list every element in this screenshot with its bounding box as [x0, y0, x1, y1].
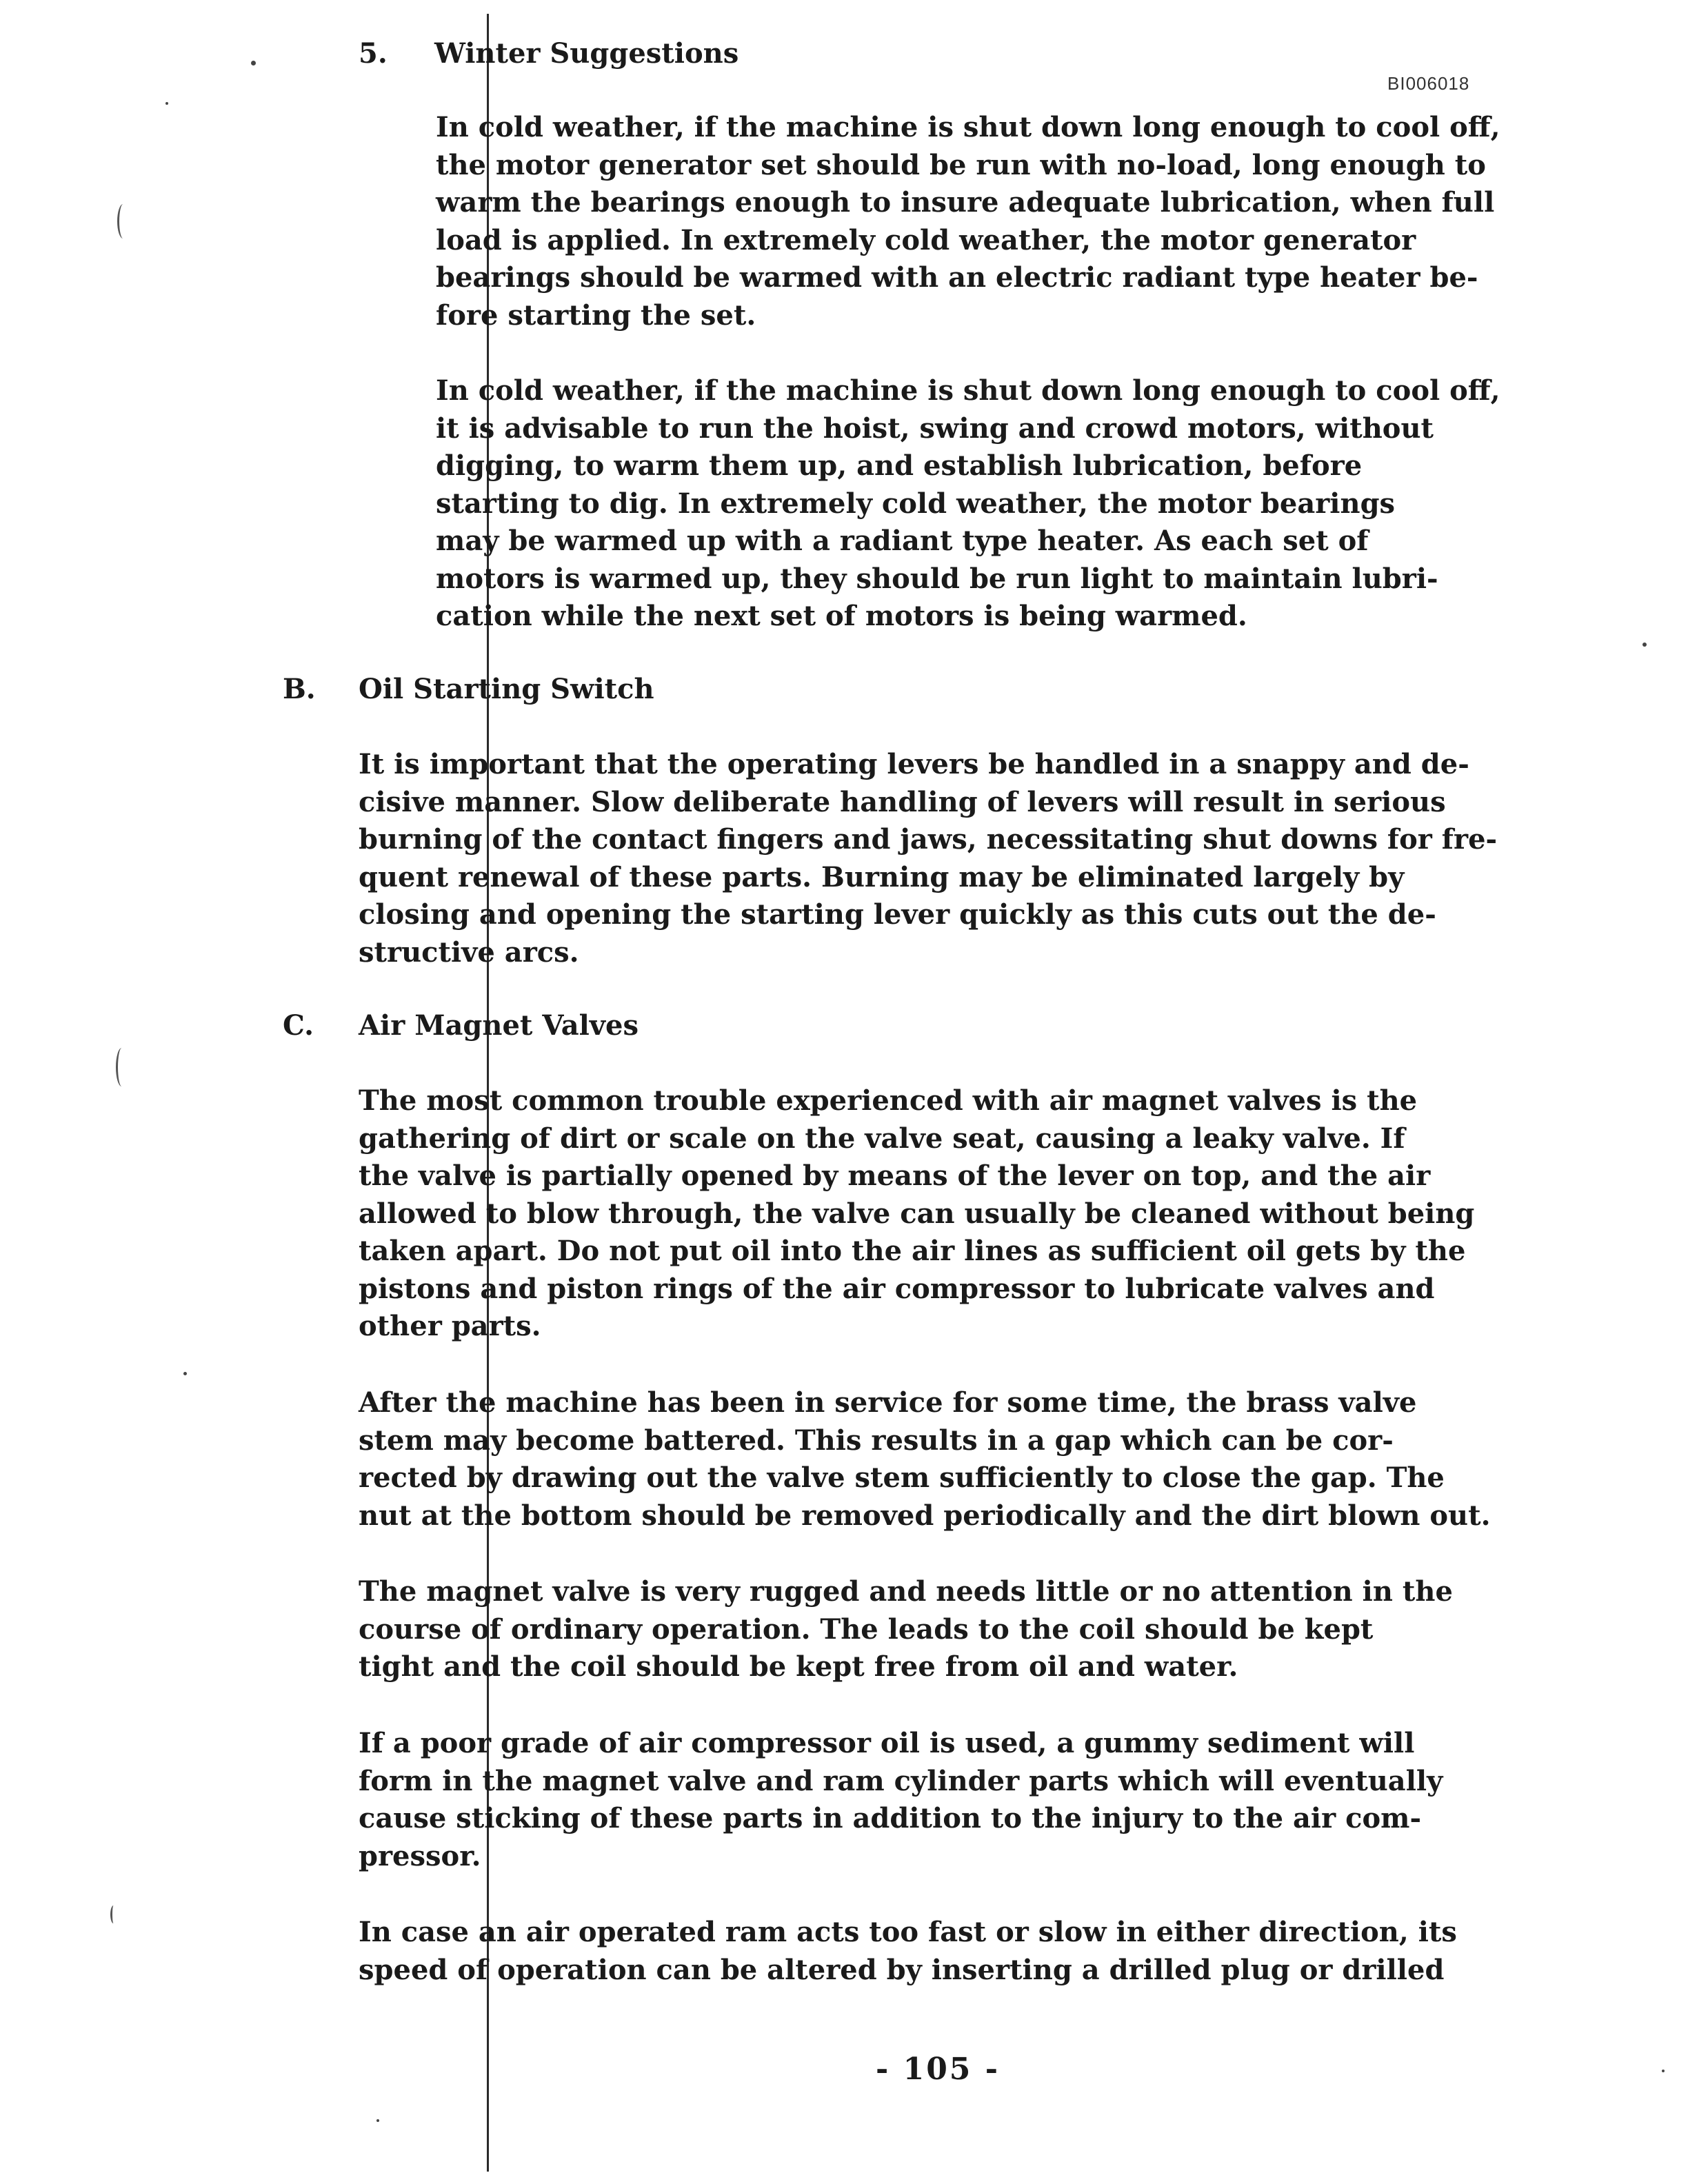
paragraph — [436, 109, 1500, 334]
text-line: stem may become battered. This results in a gap which can be cor- — [359, 1424, 1394, 1457]
text-line: In case an air operated ram acts too fast or slow in either direction, its — [359, 1916, 1457, 1948]
text-line: In cold weather, if the machine is shut down long enough to cool off, — [436, 111, 1500, 143]
page-number: - 105 - — [876, 2052, 1001, 2087]
document-id: BI006018 — [1387, 73, 1470, 94]
text-line: cisive manner. Slow deliberate handling of levers will result in serious — [359, 785, 1446, 818]
text-line: speed of operation can be altered by inserting a drilled plug or drilled — [359, 1953, 1445, 1986]
text-line: digging, to warm them up, and establish lubrication, before — [436, 449, 1363, 482]
text-line: tight and the coil should be kept free from oil and water. — [359, 1650, 1238, 1683]
text-line: motors is warmed up, they should be run light to maintain lubri- — [436, 562, 1438, 595]
text-line: gathering of dirt or scale on the valve seat, causing a leaky valve. If — [359, 1122, 1405, 1155]
text-line: burning of the contact fingers and jaws, necessitating shut downs for fre- — [359, 823, 1498, 856]
paragraph — [359, 1725, 1443, 1875]
text-line: rected by drawing out the valve stem sufficiently to close the gap. The — [359, 1462, 1445, 1494]
scan-speck — [1642, 643, 1647, 647]
section-number: C. — [283, 1009, 314, 1042]
scan-speck — [376, 2119, 379, 2122]
text-line: the valve is partially opened by means of the lever on top, and the air — [359, 1160, 1431, 1192]
section-number: B. — [283, 673, 316, 705]
paragraph — [359, 1384, 1491, 1535]
margin-mark — [110, 1905, 117, 1923]
section-number: 5. — [359, 37, 388, 70]
text-line: structive arcs. — [359, 936, 579, 969]
paragraph — [359, 1573, 1453, 1686]
text-line: nut at the bottom should be removed periodically and the dirt blown out. — [359, 1499, 1491, 1532]
text-line: If a poor grade of air compressor oil is used, a gummy sediment will — [359, 1727, 1415, 1759]
section-b-heading — [283, 673, 654, 705]
text-line: load is applied. In extremely cold weather, the motor generator — [436, 223, 1416, 256]
paragraph — [436, 372, 1500, 636]
text-line: other parts. — [359, 1310, 541, 1342]
text-line: In cold weather, if the machine is shut down long enough to cool off, — [436, 374, 1500, 407]
paragraph — [359, 1082, 1474, 1346]
paragraph — [359, 1914, 1457, 1989]
scan-speck — [1662, 2070, 1665, 2072]
text-line: After the machine has been in service for some time, the brass valve — [359, 1386, 1417, 1419]
text-line: quent renewal of these parts. Burning may be eliminated largely by — [359, 860, 1405, 893]
section-5-heading — [359, 37, 739, 70]
text-line: closing and opening the starting lever quickly as this cuts out the de- — [359, 898, 1436, 931]
text-line: cause sticking of these parts in addition to the injury to the air com- — [359, 1802, 1422, 1834]
text-line: warm the bearings enough to insure adequate lubrication, when full — [436, 186, 1495, 219]
text-line: form in the magnet valve and ram cylinder parts which will eventually — [359, 1764, 1443, 1797]
paragraph — [359, 746, 1497, 971]
text-line: allowed to blow through, the valve can usually be cleaned without being — [359, 1197, 1475, 1230]
section-title: Winter Suggestions — [434, 37, 739, 70]
section-title: Oil Starting Switch — [359, 673, 654, 705]
text-line: The most common trouble experienced with air magnet valves is the — [359, 1084, 1418, 1117]
section-title: Air Magnet Valves — [359, 1009, 639, 1042]
text-line: starting to dig. In extremely cold weather, the motor bearings — [436, 487, 1396, 520]
text-line: bearings should be warmed with an electric radiant type heater be- — [436, 261, 1478, 294]
text-line: pistons and piston rings of the air compressor to lubricate valves and — [359, 1272, 1435, 1305]
text-line: may be warmed up with a radiant type heater. As each set of — [436, 525, 1369, 557]
scan-speck — [165, 102, 168, 105]
scan-speck — [251, 61, 256, 65]
text-line: pressor. — [359, 1839, 481, 1872]
margin-mark — [116, 1048, 128, 1086]
section-c-heading — [283, 1009, 639, 1042]
text-line: fore starting the set. — [436, 299, 756, 332]
text-line: the motor generator set should be run with no-load, long enough to — [436, 148, 1486, 181]
text-line: The magnet valve is very rugged and needs little or no attention in the — [359, 1575, 1453, 1608]
text-line: It is important that the operating levers be handled in a snappy and de- — [359, 748, 1469, 780]
text-line: cation while the next set of motors is being warmed. — [436, 600, 1247, 632]
scan-speck — [183, 1372, 187, 1375]
text-line: course of ordinary operation. The leads to the coil should be kept — [359, 1612, 1374, 1646]
text-line: taken apart. Do not put oil into the air lines as sufficient oil gets by the — [359, 1235, 1466, 1267]
margin-mark — [117, 204, 129, 239]
text-line: it is advisable to run the hoist, swing and crowd motors, without — [436, 412, 1434, 445]
